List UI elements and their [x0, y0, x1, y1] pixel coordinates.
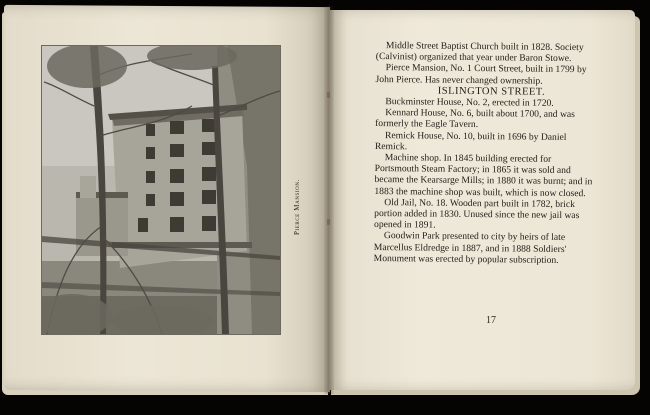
- page-text: [374, 40, 598, 266]
- book-gutter: [324, 6, 334, 394]
- paragraph-remick: Remick House, No. 10, built in 1696 by Daniel Remick.: [374, 129, 567, 153]
- staple-middle: [327, 219, 330, 225]
- paragraph-kennard: Kennard House, No. 6, built about 1700, and was formerly the Eagle Tavern.: [375, 107, 576, 131]
- paragraph-goodwin-park: Goodwin Park presented to city by heirs of late Marcellus Eldredge in 1887, and in 1888 Soldiers' Monument was erected by popular subscription.: [373, 230, 567, 266]
- paragraph-machine-shop: Machine shop. In 1845 building erected for Portsmouth Steam Factory; in 1865 it was sold and became the Kearsarge Mills; in 1880 it was burnt; and in 1883 the machine shop was built, which is now closed.: [374, 152, 593, 199]
- staple-top: [327, 92, 330, 98]
- page-number: 17: [486, 315, 496, 326]
- paragraph-church: Middle Street Baptist Church built in 1828. Society (Calvinist) organized that year under Baron Stowe.: [375, 40, 584, 65]
- paragraph-old-jail: Old Jail, No. 18. Wooden part built in 1782, brick portion added in 1830. Unused since the new jail was opened in 1891.: [374, 196, 580, 231]
- photo-caption: Pierce Mansion.: [293, 179, 301, 235]
- pierce-mansion-photograph: [42, 46, 280, 334]
- paragraph-buckminster: Buckminster House, No. 2, erected in 1720.: [385, 96, 554, 109]
- section-heading: ISLINGTON STREET.: [437, 85, 546, 98]
- photo-illustration: [42, 46, 280, 334]
- paragraph-pierce-mansion: Pierce Mansion, No. 1 Court Street, built in 1799 by John Pierce. Has never changed ownership.: [375, 62, 587, 87]
